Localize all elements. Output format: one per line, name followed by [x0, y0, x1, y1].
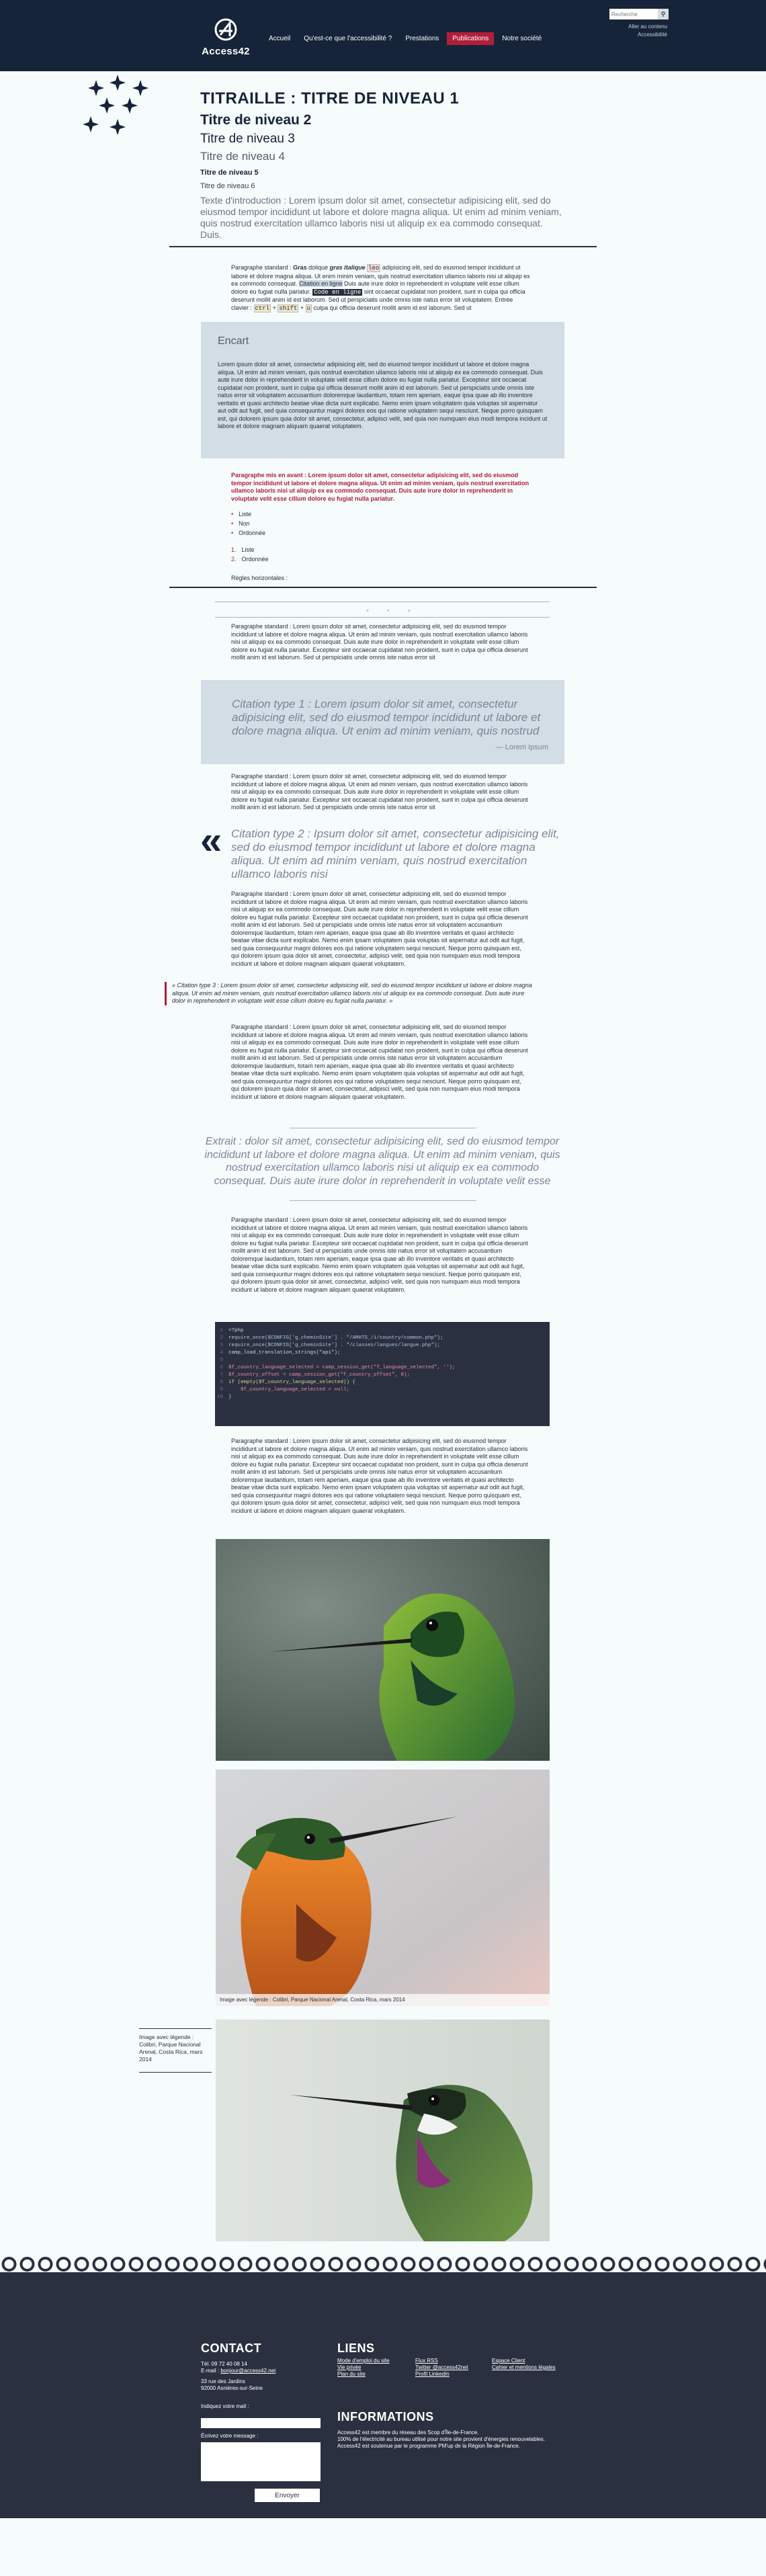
- access42-logo-icon: [212, 16, 239, 43]
- email-field[interactable]: [201, 2418, 321, 2428]
- ordered-list: [231, 545, 269, 564]
- code-line: 4 camp_load_translation_strings("api");: [220, 1350, 341, 1356]
- hummingbird-violet-icon: [216, 2020, 550, 2241]
- hummingbird-image-3: [216, 2020, 550, 2241]
- thin-rule: [139, 2028, 212, 2029]
- contact-address-2: 92000 Asnières-sur-Seine: [201, 2385, 263, 2391]
- standard-paragraph: Paragraphe standard : Lorem ipsum dolor sit amet, consectetur adipisicing elit, sed do eiusmod tempor incididunt ut labore et dolore magna aliqua. Ut enim ad minim veniam, quis nostrud exercitation ullamco laboris nisi ut aliquip ex ea commodo consequat. Duis aute irure dolor in reprehenderit in voluptate velit esse cillum dolore eu fugiat nulla pariatur. Excepteur sint occaecat cupidatat non proident, sunt in culpa qui officia deserunt mollit anim id est laborum. Sed ut perspiciatis unde omnis iste natus error sit voluptatem accusantium doloremque laudantium, totam rem aperiam, eaque ipsa quae ab illo inventore veritatis et quasi architecto beatae vitae dicta sunt explicabo. Nemo enim ipsam voluptatem quia voluptas sit aspernatur aut odit aut fugit, sed quia consequuntur magni dolores eos qui ratione voluptatem sequi nesciunt. Neque porro quisquam est, qui dolorem ipsum quia dolor sit amet, consectetur, adipisci velit, sed quia non numquam eius modi tempora incidunt ut labore et dolore magnam aliquam quaerat voluptatem.: [231, 1216, 528, 1293]
- thin-rule: [215, 601, 550, 602]
- extract-text: Extrait : dolor sit amet, consectetur adipisicing elit, sed do eiusmod tempor incididunt ut labore et dolore magna aliqua. Ut enim ad minim veniam, quis nostrud exercitation ullamco laboris nisi ut aliquip ex ea commodo consequat. Duis aute irure dolor in reprehenderit in voluptate velit esse: [204, 1136, 560, 1187]
- bullet-icon: •: [231, 530, 234, 536]
- search-button[interactable]: [658, 9, 669, 19]
- inline-code: Code en ligne: [314, 288, 361, 296]
- main-nav: [263, 32, 547, 45]
- heading-level-6: Titre de niveau 6: [200, 182, 255, 190]
- site-logo[interactable]: [199, 16, 253, 57]
- bold-italic-text: gras italique: [329, 264, 366, 271]
- contact-phone: Tél. 09 72 40 08 14: [201, 2361, 247, 2367]
- code-line: 10 }: [216, 1395, 232, 1400]
- unordered-list: [231, 509, 265, 538]
- bullet-icon: •: [231, 520, 234, 527]
- code-block: [215, 1322, 550, 1426]
- code-line: 8 if (empty($f_country_language_selected)) {: [220, 1380, 356, 1385]
- scalloped-border-icon: [0, 2252, 766, 2279]
- quote-type-1: [201, 680, 564, 764]
- link-rss[interactable]: Flux RSS: [415, 2358, 438, 2364]
- contact-address-1: 33 rue des Jardins: [201, 2378, 245, 2384]
- info-line: 100% de l'électricité au bureau utilisé pour notre site provient d'énergies renouvelables.: [337, 2436, 546, 2442]
- site-header: [0, 0, 766, 71]
- link-plan-site[interactable]: Plan du site: [337, 2371, 366, 2377]
- links-column-1: [337, 2358, 390, 2378]
- nav-notre-societe[interactable]: Notre société: [502, 35, 542, 42]
- thin-rule: [139, 2072, 212, 2073]
- links-column-3: [492, 2358, 556, 2371]
- encart-box: [201, 322, 564, 458]
- list-item: • Ordonnée: [231, 530, 266, 536]
- code-line: 7 $f_country_offset = camp_session_get("f_country_offset", 0);: [220, 1372, 411, 1378]
- list-item: • Non: [231, 520, 250, 527]
- link-mode-emploi[interactable]: Mode d'emploi du site: [337, 2358, 390, 2364]
- encart-text: Lorem ipsum dolor sit amet, consectetur adipisicing elit, sed do eiusmod tempor incididunt ut labore et dolore magna aliqua. Ut enim ad minim veniam, quis nostrud exercitation ullamco laboris nisi ut aliquip ex ea commodo consequat. Duis aute irure dolor in reprehenderit in voluptate velit esse cillum dolore eu fugiat nulla pariatur. Excepteur sint occaecat cupidatat non proident, sunt in culpa qui officia deserunt mollit anim id est laborum. Sed ut perspiciatis unde omnis iste natus error sit voluptatem accusantium doloremque laudantium, totam rem aperiam, eaque ipsa quae ab illo inventore veritatis et quasi architecto beatae vitae dicta sunt explicabo. Nemo enim ipsam voluptatem quia voluptas sit aspernatur aut odit aut fugit, sed quia consequuntur magni dolores eos qui ratione voluptatem sequi nesciunt. Neque porro quisquam est, qui dolorem ipsum quia dolor sit amet, consectetur, adipisci velit, sed quia non numquam eius modi tempora incidunt ut labore et dolore magnam aliquam quaerat voluptatem.: [218, 361, 548, 429]
- info-line: Access42 est soutenue par le programme PM'up de la Région Île-de-France.: [337, 2443, 520, 2449]
- highlighted-paragraph: Paragraphe mis en avant : Lorem ipsum dolor sit amet, consectetur adipisicing elit, sed do eiusmod tempor incididunt ut labore et dolore magna aliqua. Ut enim ad minim veniam, quis nostrud exercitation ullamco laboris nisi ut aliquip ex ea commodo consequat. Duis aute irure dolor in reprehenderit in voluptate velit esse cillum dolore eu fugiat nulla pariatur.: [231, 472, 529, 502]
- list-item: 1. Liste: [231, 546, 255, 553]
- standard-paragraph-formatted: Paragraphe standard : Gras dolique gras italique leo adipisicing elit, sed do eiusmod tempor incididunt ut labore et dolore magna aliqua. Ut enim minim veniam, quis nostrud exercitation ullamco laboris nisi ut aliquip ex ea commodo consequat. Citation en ligne Duis aute irure dolor in reprehenderit in voluptate velit esse cillum dolore eu fugiat nulla pariatur. Code en ligne sint occaecat cupidatat non proident, sunt in culpa qui officia deserunt mollit anim id est laborum. Sed ut perspiciatis unde omnis iste natus error sit voluptatem. Entrée clavier : ctrl + shift + u culpa qui officia deserunt mollit anim id est laborum. Sed ut: [231, 264, 530, 312]
- heading-level-2: Titre de niveau 2: [200, 112, 312, 128]
- info-line: Access42 est membre du réseau des Scop d'Île-de-France.: [337, 2429, 479, 2436]
- site-footer: CONTACT Tél. 09 72 40 08 14 E-mail : bonjour@access42.net 33 rue des Jardins 92000 Asnières-sur-Seine Indiquez votre mail : Écrivez votre message : Envoyer LIENS Mode d'emploi du site Vie privée Plan du site Flux RSS Twitter @access42net Profil LinkedIn Espace Client Cahier et mentions légales INFORMATIONS Access42 est membre du réseau des Scop d'Île-de-France. 100% de l'électricité au bureau utilisé pour notre site provient d'énergies renouvelables. Access42 est soutenue par le programme PM'up de la Région Île-de-France.: [0, 2276, 766, 2518]
- quote-mark-icon: «: [200, 819, 222, 862]
- message-field-label: Écrivez votre message :: [201, 2433, 259, 2439]
- standard-paragraph: Paragraphe standard : Lorem ipsum dolor sit amet, consectetur adipisicing elit, sed do eiusmod tempor incididunt ut labore et dolore magna aliqua. Ut enim ad minim veniam, quis nostrud exercitation ullamco laboris nisi ut aliquip ex ea commodo consequat. Duis aute irure dolor in reprehenderit in voluptate velit esse cillum dolore eu fugiat nulla pariatur. Excepteur sint occaecat cupidatat non proident, sunt in culpa qui officia deserunt mollit anim id est laborum. Sed ut perspiciatis unde omnis iste natus error sit: [231, 773, 528, 811]
- list-item: 2. Ordonnée: [231, 556, 269, 563]
- code-line: 5: [220, 1358, 223, 1363]
- quote-type-2: [200, 819, 564, 881]
- link-mentions-legales[interactable]: Cahier et mentions légales: [492, 2364, 556, 2370]
- quote-1-text: Citation type 1 : Lorem ipsum dolor sit amet, consectetur adipisicing elit, sed do eiusmod tempor incididunt ut labore et dolore magna aliqua. Ut enim ad minim veniam, quis nostrud: [232, 698, 541, 737]
- links-column-2: [415, 2358, 468, 2378]
- dots-separator: • • •: [366, 607, 419, 615]
- links-title: LIENS: [337, 2341, 375, 2355]
- message-field[interactable]: [201, 2442, 321, 2481]
- search-input[interactable]: [609, 9, 658, 19]
- link-twitter[interactable]: Twitter @access42net: [415, 2364, 468, 2370]
- contact-email-link[interactable]: bonjour@access42.net: [220, 2368, 276, 2374]
- code-line: 2 require_once($CONFIG['g_cheminSite'] . "/AMHTS_/i/country/common.php");: [220, 1335, 443, 1341]
- kbd-shift: shift: [279, 304, 298, 312]
- nav-prestations[interactable]: Prestations: [405, 35, 439, 42]
- hummingbird-image-1: [216, 1539, 550, 1761]
- standard-paragraph: Paragraphe standard : Lorem ipsum dolor sit amet, consectetur adipisicing elit, sed do eiusmod tempor incididunt ut labore et dolore magna aliqua. Ut enim ad minim veniam, quis nostrud exercitation ullamco laboris nisi ut aliquip ex ea commodo consequat. Duis aute irure dolor in reprehenderit in voluptate velit esse cillum dolore eu fugiat nulla pariatur. Excepteur sint occaecat cupidatat non proident, sunt in culpa qui officia deserunt mollit anim id est laborum. Sed ut perspiciatis unde omnis iste natus error sit voluptatem accusantium doloremque laudantium, totam rem aperiam, eaque ipsa quae ab illo inventore veritatis et quasi architecto beatae vitae dicta sunt explicabo. Nemo enim ipsam voluptatem quia voluptas sit aspernatur aut odit aut fugit, sed quia consequuntur magni dolores eos qui ratione voluptatem sequi nesciunt. Neque porro quisquam est, qui dolorem ipsum quia dolor sit amet, consectetur, adipisci velit, sed quia non numquam eius modi tempora incidunt ut labore et dolore magnam aliquam quaerat voluptatem.: [231, 1024, 528, 1100]
- encart-title: Encart: [218, 335, 249, 347]
- quote-type-3: « Citation type 3 : Lorem ipsum dolor sit amet, consectetur adipisicing elit, sed do eiusmod tempor incididunt ut labore et dolore magna aliqua. Ut enim ad minim veniam, quis nostrud exercitation ullamco laboris nisi ut aliquip ex ea commodo consequat. Duis aute irure dolor in reprehenderit in voluptate velit esse cillum dolore eu fugiat nulla pariatur. »: [165, 982, 536, 1005]
- hr-note: Règles horizontales :: [231, 575, 288, 581]
- headings-block: [200, 89, 563, 241]
- heading-level-3: Titre de niveau 3: [200, 132, 295, 146]
- send-button[interactable]: Envoyer: [255, 2489, 320, 2502]
- image-caption: Image avec légende : Colibri, Parque Nacional Arenal, Costa Rica, mars 2014: [216, 1994, 550, 2006]
- logo-text: Access42: [202, 46, 250, 57]
- kbd-ctrl: ctrl: [255, 304, 270, 312]
- search-icon: ⚲: [661, 10, 666, 17]
- code-line: 1 <?php: [220, 1328, 244, 1333]
- horizontal-rule: [169, 587, 597, 588]
- standard-paragraph: Paragraphe standard : Lorem ipsum dolor sit amet, consectetur adipisicing elit, sed do eiusmod tempor incididunt ut labore et dolore magna aliqua. Ut enim ad minim veniam, quis nostrud exercitation ullamco laboris nisi ut aliquip ex ea commodo consequat. Duis aute irure dolor in reprehenderit in voluptate velit esse cillum dolore eu fugiat nulla pariatur. Excepteur sint occaecat cupidatat non proident, sunt in culpa qui officia deserunt mollit anim id est laborum. Sed ut perspiciatis unde omnis iste natus error sit voluptatem accusantium doloremque laudantium, totam rem aperiam, eaque ipsa quae ab illo inventore veritatis et quasi architecto beatae vitae dicta sunt explicabo. Nemo enim ipsam voluptatem quia voluptas sit aspernatur aut odit aut fugit, sed quia consequuntur magni dolores eos qui ratione voluptatem sequi nesciunt. Neque porro quisquam est, qui dolorem ipsum quia dolor sit amet, consectetur, adipisci velit, sed quia non numquam eius modi tempora incidunt ut labore et dolore magnam aliquam quaerat voluptatem.: [231, 1438, 528, 1514]
- hummingbird-orange-icon: [216, 1770, 550, 2006]
- bold-text: Gras: [293, 264, 307, 271]
- code-line: 6 $f_country_language_selected = camp_session_get("f_language_selected", '');: [220, 1365, 456, 1370]
- intro-text: Texte d'introduction : Lorem ipsum dolor sit amet, consectetur adipisicing elit, sed do eiusmod tempor incididunt ut labore et dolore magna aliqua. Ut enim ad minim veniam, quis nostrud exercitation ullamco laboris nisi ut aliquip ex ea commodo consequat. Duis.: [200, 195, 562, 240]
- code-line: 3 require_once($CONFIG['g_cheminSite'] . "/classes/langues/langue.php");: [220, 1343, 441, 1348]
- bullet-icon: •: [231, 511, 234, 517]
- section-divider: [169, 246, 597, 247]
- thin-rule: [215, 617, 550, 618]
- stars-decoration-icon: [81, 73, 161, 143]
- skip-link-content[interactable]: Aller au contenu: [628, 24, 667, 30]
- standard-paragraph: Paragraphe standard : Lorem ipsum dolor sit amet, consectetur adipisicing elit, sed do eiusmod tempor incididunt ut labore et dolore magna aliqua. Ut enim ad minim veniam, quis nostrud exercitation ullamco laboris nisi ut aliquip ex ea commodo consequat. Duis aute irure dolor in reprehenderit in voluptate velit esse cillum dolore eu fugiat nulla pariatur. Excepteur sint occaecat cupidatat non proident, sunt in culpa qui officia deserunt mollit anim id est laborum. Sed ut perspiciatis unde omnis iste natus error sit voluptatem accusantium doloremque laudantium, totam rem aperiam, eaque ipsa quae ab illo inventore veritatis et quasi architecto beatae vitae dicta sunt explicabo. Nemo enim ipsam voluptatem quia voluptas sit aspernatur aut odit aut fugit, sed quia consequuntur magni dolores eos qui ratione voluptatem sequi nesciunt. Neque porro quisquam est, qui dolorem ipsum quia dolor sit amet, consectetur, adipisci velit, sed quia non numquam eius modi tempora incidunt ut labore et dolore magnam aliquam quaerat voluptatem.: [231, 890, 528, 967]
- hummingbird-image-2: [216, 1770, 550, 2006]
- thin-rule: [290, 1200, 476, 1201]
- nav-accueil[interactable]: Accueil: [269, 35, 291, 42]
- quote-2-text: Citation type 2 : Ipsum dolor sit amet, consectetur adipisicing elit, sed do eiusmod tempor incididunt ut labore et dolore magna aliqua. Ut enim ad minim veniam, quis nostrud exercitation ullamco laboris nisi: [231, 827, 560, 880]
- nav-accessibilite[interactable]: Qu'est-ce que l'accessibilité ?: [304, 35, 392, 42]
- kbd-u: u: [306, 304, 311, 312]
- code-line: 9 $f_country_language_selected = null;: [220, 1387, 350, 1393]
- inline-quote: Citation en ligne: [299, 280, 343, 287]
- side-caption: Image avec légende : Colibri, Parque Nacional Arenal, Costa Rica, mars 2014: [139, 2034, 203, 2063]
- heading-level-1: TITRAILLE : TITRE DE NIVEAU 1: [200, 89, 460, 108]
- heading-level-4: Titre de niveau 4: [200, 150, 285, 163]
- link-espace-client[interactable]: Espace Client: [492, 2358, 525, 2364]
- quote-1-source: — Lorem Ipsum: [495, 743, 548, 751]
- hummingbird-green-icon: [216, 1539, 550, 1761]
- heading-level-5: Titre de niveau 5: [200, 169, 259, 177]
- list-item: • Liste: [231, 511, 252, 517]
- link-linkedin[interactable]: Profil LinkedIn: [415, 2371, 450, 2377]
- nav-publications[interactable]: Publications: [447, 32, 494, 45]
- email-field-label: Indiquez votre mail :: [201, 2403, 249, 2409]
- search-form: [609, 9, 669, 19]
- contact-title: CONTACT: [201, 2341, 262, 2355]
- skip-link-accessibility[interactable]: Accessibilité: [637, 32, 667, 38]
- standard-paragraph: Paragraphe standard : Lorem ipsum dolor sit amet, consectetur adipisicing elit, sed do eiusmod tempor incididunt ut labore et dolore magna aliqua. Ut enim ad minim veniam, quis nostrud exercitation ullamco laboris nisi ut aliquip ex ea commodo consequat. Duis aute irure dolor in reprehenderit in voluptate velit esse cillum dolore eu fugiat nulla pariatur. Excepteur sint occaecat cupidatat non proident, sunt in culpa qui officia deserunt mollit anim id est laborum. Sed ut perspiciatis unde omnis iste natus error sit: [231, 623, 528, 661]
- informations-title: INFORMATIONS: [337, 2410, 434, 2423]
- link-vie-privee[interactable]: Vie privée: [337, 2364, 361, 2370]
- inline-abbr: leo: [368, 265, 380, 272]
